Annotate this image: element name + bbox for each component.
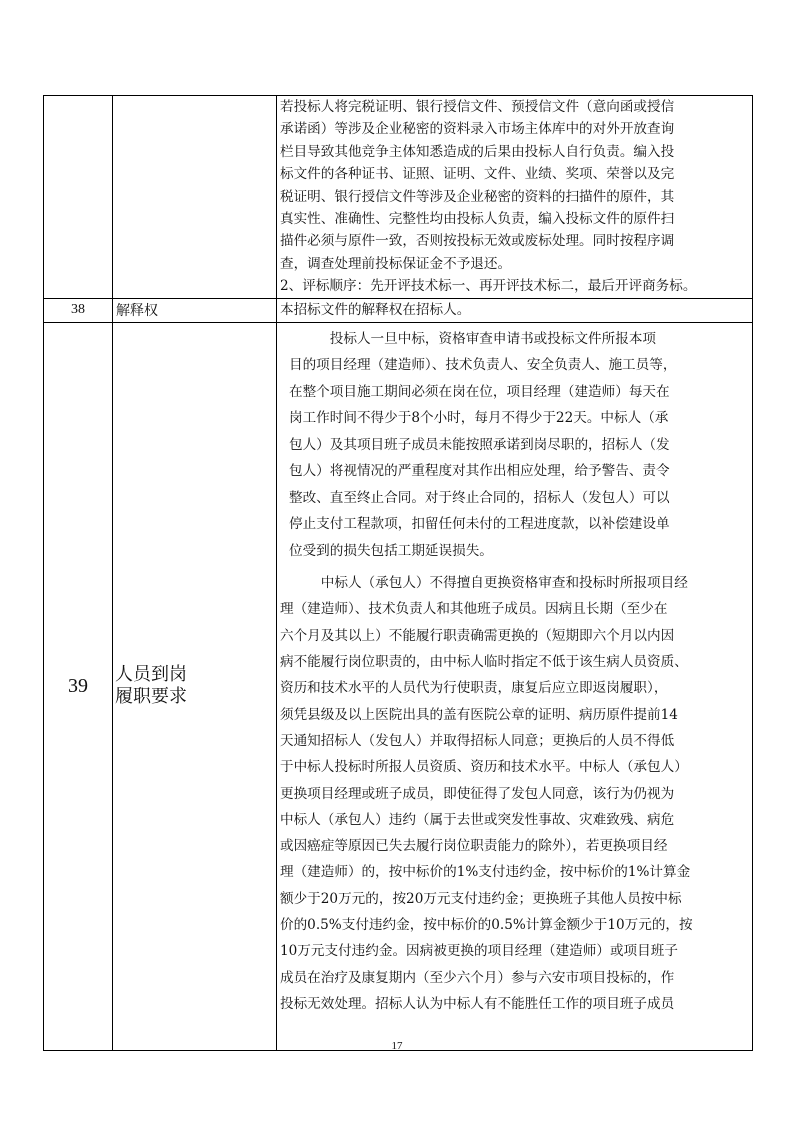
clause-table (43, 95, 753, 1051)
clause-paragraph-2: 中标人（承包人）不得擅自更换资格审查和投标时所报项目经 理（建造师）、技术负责人和其他班子成员。因病且长期（至少在 六个月及其以上）不能履行职责确需更换的（短期即六个月以内因 病不能履行岗位职责的，由中标人临时指定不低于该生病人员资质、 资历和技术水平的人员代为行使职责，康复后应立即返岗履职）， 须凭县级及以上医院出具的盖有医院公章的证明、病历原件提前14 天通知招标人（发包人）并取得招标人同意；更换后的人员不得低 于中标人投标时所报人员资质、资历和技术水平。中标人（承包人） 更换项目经理或班子成员，即使征得了发包人同意，该行为仍视为 中标人（承包人）违约（属于去世或突发性事故、灾难致残、病危 或因癌症等原因已失去履行岗位职责能力的除外），若更换项目经 理（建造师）的，按中标价的1%支付违约金，按中标价的1%计算金 额少于20万元的，按20万元支付违约金；更换班子其他人员按中标 价的0.5%支付违约金，按中标价的0.5%计算金额少于10万元的，按 10万元支付违约金。因病被更换的项目经理（建造师）或项目班子 成员在治疗及康复期内（至少六个月）参与六安市项目投标的，作 投标无效处理。招标人认为中标人有不能胜任工作的项目班子成员 (280, 575, 693, 1012)
row-label-cell: 人员到岗 履职要求 (113, 322, 277, 1050)
page-number: 17 (391, 1040, 403, 1052)
row-label-cell (113, 96, 277, 299)
row-label-cell: 解释权 (113, 298, 277, 322)
row-number-cell: 39 (44, 322, 113, 1050)
row-content-cell (277, 298, 753, 322)
clause-text: 本招标文件的解释权在招标人。 (280, 301, 471, 318)
table-row (44, 322, 753, 1050)
row-content-cell (277, 322, 753, 1050)
row-number-cell: 38 (44, 298, 113, 322)
clause-text: 若投标人将完税证明、银行授信文件、预授信文件（意向函或授信 承诺函）等涉及企业秘密的资料录入市场主体库中的对外开放查询 栏目导致其他竞争主体知悉造成的后果由投标人自行负责。编入投 标文件的各种证书、证照、证明、文件、业绩、奖项、荣誉以及完 税证明、银行授信文件等涉及企业秘密的资料的扫描件的原件，其 真实性、准确性、完整性均由投标人负责，编入投标文件的原件扫 描件必须与原件一致，否则按投标无效或废标处理。同时按程序调 查，调查处理前投标保证金不予退还。 2、评标顺序：先开评技术标一、再开评技术标二，最后开评商务标。 (280, 99, 697, 295)
table-row (44, 96, 753, 299)
table-row (44, 298, 753, 322)
clause-paragraph-1: 投标人一旦中标，资格审查申请书或投标文件所报本项 目的项目经理（建造师）、技术负责人、安全负责人、施工员等， 在整个项目施工期间必须在岗在位，项目经理（建造师）每天在 岗工作时间不得少于8个小时，每月不得少于22天。中标人（承 包人）及其项目班子成员未能按照承诺到岗尽职的，招标人（发 包人）将视情况的严重程度对其作出相应处理，给予警告、责令 整改、直至终止合同。对于终止合同的，招标人（发包人）可以 停止支付工程款项，扣留任何未付的工程进度款，以补偿建设单 位受到的损失包括工期延误损失。 (289, 330, 677, 559)
row-content-cell (277, 96, 753, 299)
row-number-cell (44, 96, 113, 299)
